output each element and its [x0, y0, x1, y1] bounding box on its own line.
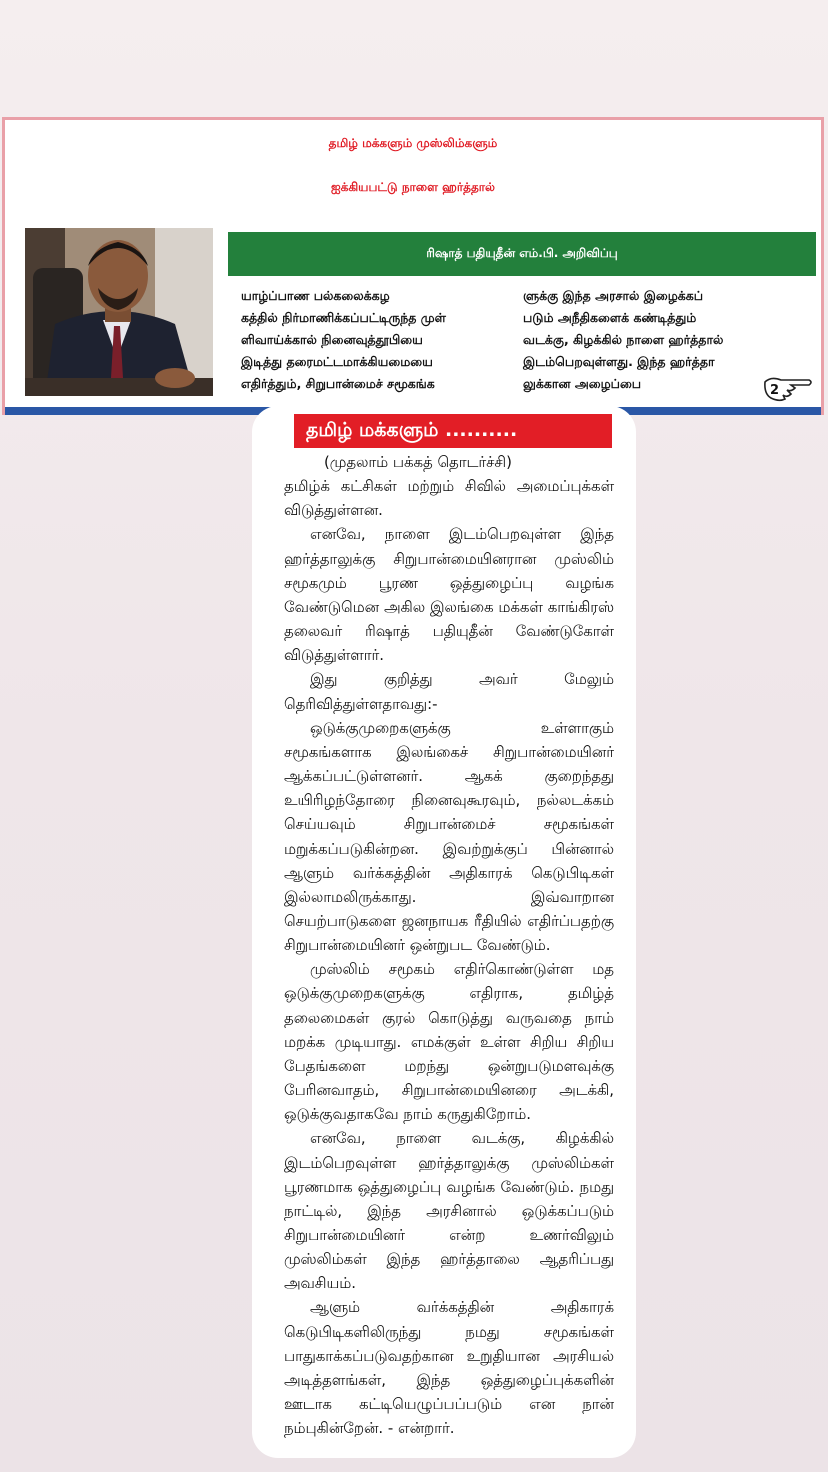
paragraph: ஒடுக்குமுறைகளுக்கு உள்ளாகும் சமூகங்களாக இலங்கைச் சிறுபான்மையினர் ஆக்கப்பட்டுள்ளனர். ஆகக் குறைந்தது உயிரிழந்தோரை நினைவுகூரவும், நல்லடக்கம் செய்யவும் சிறுபான்மைச் சமூகங்கள் மறுக்கப்படுகின்றன. இவற்றுக்குப் பின்னால் ஆளும் வர்க்கத்தின் அதிகாரக் கெடுபிடிகள் இல்லாமலிருக்காது. இவ்வாறான செயற்பாடுகளை ஜனநாயக ரீதியில் எதிர்ப்பதற்கு சிறுபான்மையினர் ஒன்றுபட வேண்டும்.	[284, 718, 614, 955]
clipping-column-2: ளுக்கு இந்த அரசால் இழைக்கப் படும் அநீதிகளைக் கண்டித்தும் வடக்கு, கிழக்கில் நாளை ஹர்த்தால் இடம்பெறவுள்ளது. இந்த ஹர்த்தா லுக்கான அழைப்பை	[523, 288, 724, 391]
portrait-photo	[25, 228, 213, 396]
continued-note: (முதலாம் பக்கத் தொடர்ச்சி)	[324, 453, 512, 471]
paragraph: இது குறித்து அவர் மேலும் தெரிவித்துள்ளதாவது:-	[284, 670, 614, 713]
paragraph: முஸ்லிம் சமூகம் எதிர்கொண்டுள்ள மத ஒடுக்குமுறைகளுக்கு எதிராக, தமிழ்த் தலைமைகள் குரல் கொடுத்து வருவதை நாம் மறக்க முடியாது. எமக்குள் உள்ள சிறிய சிறிய பேதங்களை மறந்து ஒன்றுபடுமளவுக்கு பேரினவாதம், சிறுபான்மையினரை அடக்கி, ஒடுக்குவதாகவே நாம் கருதுகிறோம்.	[284, 960, 614, 1124]
paragraph: தமிழ்க் கட்சிகள் மற்றும் சிவில் அமைப்புக்கள் விடுத்துள்ளன.	[284, 477, 614, 520]
continuation-column	[252, 406, 636, 1458]
pointing-hand-icon	[761, 374, 815, 404]
paragraph: ஆளும் வர்க்கத்தின் அதிகாரக் கெடுபிடிகளிலிருந்து நமது சமூகங்கள் பாதுகாக்கப்படுவதற்கான உறுதியான அரசியல் அடித்தளங்கள், இந்த ஒத்துழைப்புக்களின் ஊடாக கட்டியெழுப்பப்படும் என நான் நம்புகின்றேன். - என்றார்.	[284, 1298, 614, 1438]
continue-page-number: 2	[770, 383, 780, 398]
subheadline-banner: ரிஷாத் பதியுதீன் எம்.பி. அறிவிப்பு	[228, 232, 816, 276]
headline-line-2: ஐக்கியபட்டு நாளை ஹர்த்தால்	[331, 180, 495, 194]
newspaper-front-clipping	[2, 117, 824, 415]
headline-line-1: தமிழ் மக்களும் முஸ்லிம்களும்	[328, 136, 498, 150]
paragraph: எனவே, நாளை வடக்கு, கிழக்கில் இடம்பெறவுள்ள ஹர்த்தாலுக்கு முஸ்லிம்கள் பூரணமாக ஒத்துழைப்பு வழங்க வேண்டும். நமது நாட்டில், இந்த அரசினால் ஒடுக்கப்படும் சிறுபான்மையினர் என்ற உணர்விலும் முஸ்லிம்கள் இந்த ஹர்த்தாலை ஆதரிப்பது அவசியம்.	[284, 1129, 614, 1293]
clipping-column-1: யாழ்ப்பாண பல்கலைக்கழ கத்தில் நிர்மாணிக்கப்பட்டிருந்த முள் ளிவாய்க்கால் நினைவுத்தூபியை இடித்து தரைமட்டமாக்கியமையை எதிர்த்தும், சிறுபான்மைச் சமூகங்க	[241, 288, 446, 391]
paragraph: எனவே, நாளை இடம்பெறவுள்ள இந்த ஹர்த்தாலுக்கு சிறுபான்மையினரான முஸ்லிம் சமூகமும் பூரண ஒத்துழைப்பு வழங்க வேண்டுமென அகில இலங்கை மக்கள் காங்கிரஸ் தலைவர் ரிஷாத் பதியுதீன் வேண்டுகோள் விடுத்துள்ளார்.	[284, 525, 614, 665]
continuation-tag: தமிழ் மக்களும் ..........	[294, 414, 612, 448]
article-body	[284, 450, 614, 1440]
